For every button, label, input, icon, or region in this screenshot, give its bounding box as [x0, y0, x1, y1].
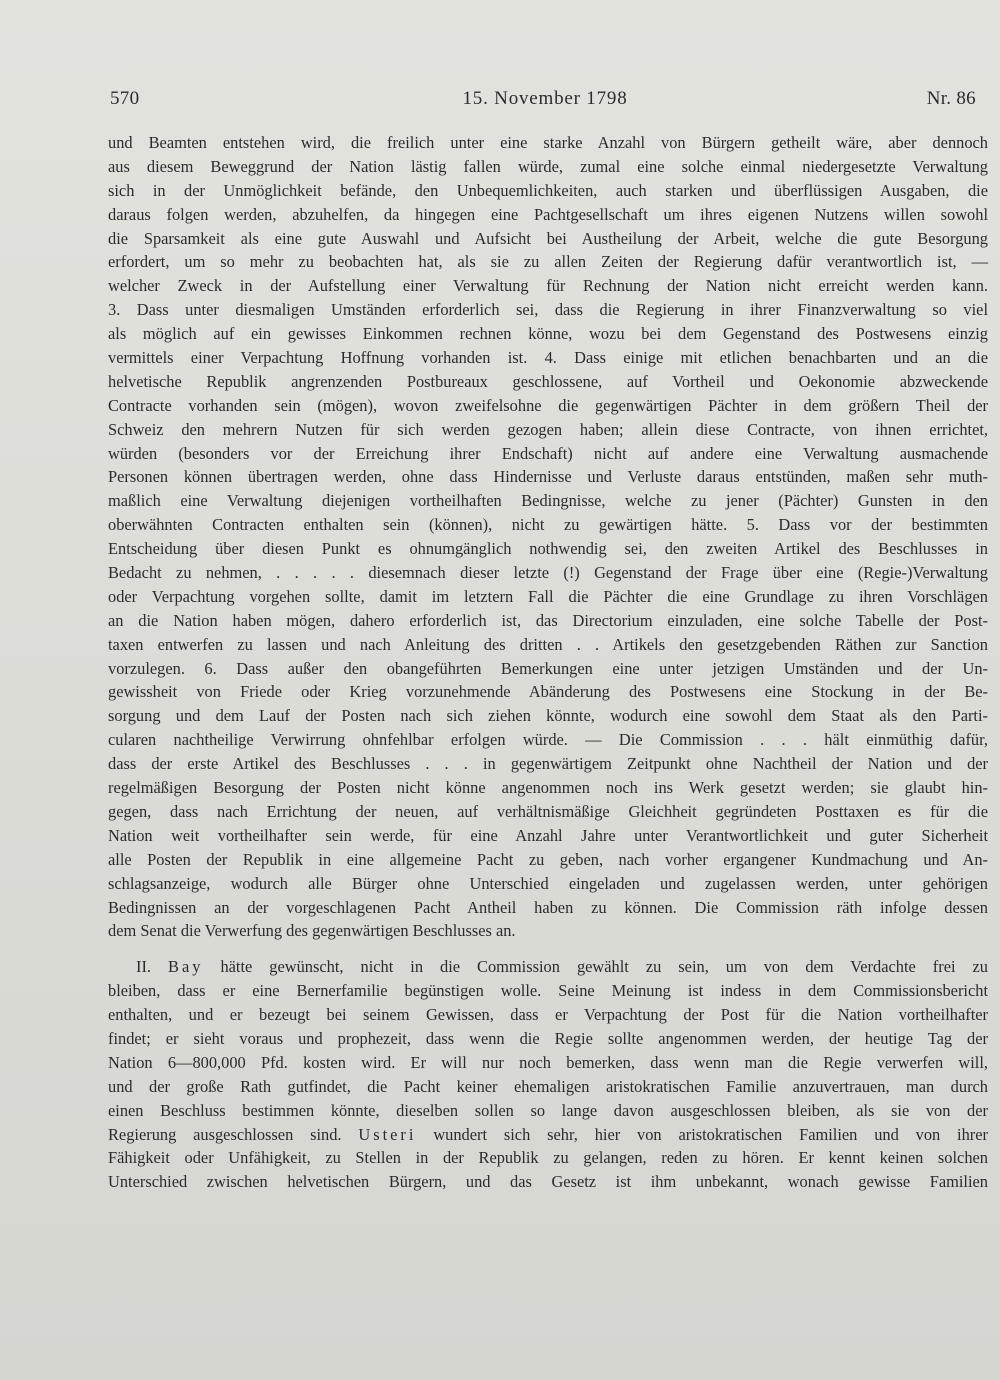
text-line: gegen, dass nach Errichtung der neuen, auf verhältnismäßige Gleichheit gegründeten Posttaxen es für die	[108, 801, 988, 821]
document-number: Nr. 86	[926, 88, 976, 109]
text-line: vorzulegen. 6. Dass außer den obangeführten Bemerkungen eine unter jetzigen Umständen und der Un-	[108, 658, 988, 678]
speaker-name-usteri: Usteri	[358, 1124, 417, 1144]
text-line: helvetische Republik angrenzenden Postbureaux geschlossene, auf Vortheil und Oekonomie abzweckende	[108, 371, 988, 391]
text-line: Bedacht zu nehmen, . . . . . diesemnach dieser letzte (!) Gegenstand der Frage über eine (Regie-)Verwaltung	[108, 563, 988, 583]
text-line: regelmäßigen Besorgung der Posten nicht könne angenommen noch ins Werk gesetzt werden; sie glaubt hin-	[108, 778, 988, 798]
text-line: schlagsanzeige, wodurch alle Bürger ohne Unterschied eingeladen und zugelassen werden, unter gehörigen	[108, 873, 988, 893]
line-text: hätte gewünscht, nicht in die Commission gewählt zu sein, um von dem Verdachte frei zu	[220, 957, 988, 977]
text-line: oder Verpachtung vorgehen sollte, damit im letztern Fall die Pächter die eine Grundlage zu ihren Vorschlägen	[108, 586, 988, 606]
paragraph-commission-report	[108, 131, 988, 943]
header-date: 15. November 1798	[462, 88, 628, 109]
text-line: und der große Rath gutfindet, die Pacht keiner ehemaligen aristokratischen Familie anzuvertrauen, man durch	[108, 1076, 988, 1096]
text-line: sich in der Unmöglichkeit befände, den Unbequemlichkeiten, auch starken und überflüssigen Ausgaben, die	[108, 180, 988, 200]
text-line: als möglich auf ein gewisses Einkommen rechnen könne, wozu bei dem Gegenstand des Postwesens einzig	[108, 324, 988, 344]
text-line: taxen entwerfen zu lassen und nach Anleitung des dritten . . Artikels den gesetzgebenden Räthen zur Sanction	[108, 634, 988, 654]
text-line: dem Senat die Verwerfung des gegenwärtigen Beschlusses an.	[108, 921, 516, 941]
text-line: Unterschied zwischen helvetischen Bürgern, und das Gesetz ist ihm unbekannt, wonach gewisse Familien	[108, 1172, 988, 1192]
body-text	[108, 131, 988, 1194]
text-line: welcher Zweck in der Aufstellung einer Verwaltung für Rechnung der Nation nicht erreicht werden kann.	[108, 276, 988, 296]
text-line: dass der erste Artikel des Beschlusses . . . in gegenwärtigem Zeitpunkt ohne Nachtheil der Nation und der	[108, 754, 988, 774]
text-line: Contracte vorhanden sein (mögen), wovon zweifelsohne die gegenwärtigen Pächter in dem größern Theil der	[108, 395, 988, 415]
text-line: 3. Dass unter diesmaligen Umständen erforderlich sei, dass die Regierung in ihrer Finanzverwaltung so viel	[108, 300, 988, 320]
text-line: Nation weit vortheilhafter sein werde, für eine Anzahl Jahre unter Verantwortlichkeit und guter Sicherheit	[108, 825, 988, 845]
text-line: cularen nachtheilige Verwirrung ohnfehlbar erfolgen würde. — Die Commission . . . hält einmüthig dafür,	[108, 730, 988, 750]
text-line: und Beamten entstehen wird, die freilich unter eine starke Anzahl von Bürgern getheilt wäre, aber dennoch	[108, 133, 988, 152]
text-line: alle Posten der Republik in eine allgemeine Pacht zu geben, nach vorher ergangener Kundmachung und An-	[108, 849, 988, 869]
text-line: sorgung und dem Lauf der Posten nach sich ziehen könnte, wodurch eine sowohl dem Staat als den Parti-	[108, 706, 988, 726]
paragraph-debate	[108, 955, 988, 1194]
text-line: vermittels einer Verpachtung Hoffnung vorhanden ist. 4. Dass einige mit etlichen benachbarten und an die	[108, 348, 988, 368]
page-number: 570	[110, 88, 140, 109]
text-line: bleiben, dass er eine Bernerfamilie begünstigen wolle. Seine Meinung ist indess in dem Commissionsbericht	[108, 981, 988, 1001]
text-line: Nation 6—800,000 Pfd. kosten wird. Er will nur noch bemerken, dass wenn man die Regie verwerfen will,	[108, 1052, 988, 1072]
text-line: enthalten, und er bezeugt bei seinem Gewissen, dass er Verpachtung der Post für die Nation vortheilhafter	[108, 1005, 988, 1025]
text-line: oberwähnten Contracten enthalten sein (können), nicht zu gewärtigen hätte. 5. Dass vor der bestimmten	[108, 515, 988, 535]
text-line: findet; er sieht voraus und prophezeit, dass wenn die Regie sollte angenommen werden, der heutige Tag der	[108, 1028, 988, 1048]
text-line: Schweiz den mehrern Nutzen für sich werden gezogen haben; allein diese Contracte, von ihnen errichtet,	[108, 419, 988, 439]
running-header	[110, 88, 980, 118]
text-line	[108, 1123, 988, 1147]
text-line: Bedingnissen an der vorgeschlagenen Pacht Antheil haben zu können. Die Commission räth infolge dessen	[108, 897, 988, 917]
text-line: maßlich eine Verwaltung diejenigen vortheilhaften Bedingnisse, welche zu jener (Pächter) Gunsten in den	[108, 491, 988, 511]
text-line: die Sparsamkeit als eine gute Auswahl und Aufsicht bei Austheilung der Arbeit, welche die gute Besorgung	[108, 228, 988, 248]
text-line: an die Nation haben mögen, dahero erforderlich ist, das Directorium einzuladen, eine solche Tabelle der Post-	[108, 610, 988, 630]
text-line	[108, 955, 988, 979]
text-line: Fähigkeit oder Unfähigkeit, zu Stellen in der Republik zu gelangen, reden zu hören. Er kennt keinen solchen	[108, 1148, 988, 1168]
section-numeral: II.	[136, 957, 152, 977]
text-line: daraus folgen werden, abzuhelfen, da hingegen eine Pachtgesellschaft um ihres eigenen Nutzens willen sowohl	[108, 204, 988, 224]
text-line: erfordert, um so mehr zu beobachten hat, als sie zu allen Zeiten der Regierung dafür verantwortlich ist, —	[108, 252, 988, 272]
line-text: wundert sich sehr, hier von aristokratischen Familien und von ihrer	[433, 1124, 988, 1144]
speaker-name-bay: Bay	[168, 957, 204, 977]
text-line: gewissheit von Friede oder Krieg vorzunehmende Abänderung des Postwesens eine Stockung in der Be-	[108, 682, 988, 702]
text-line: aus diesem Beweggrund der Nation lästig fallen würde, zumal eine solche einmal niedergesetzte Verwaltung	[108, 156, 988, 176]
line-text: Regierung ausgeschlossen sind.	[108, 1124, 342, 1144]
text-line: Personen können übertragen werden, ohne dass Hindernisse und Verluste daraus entstünden, maßen sehr muth-	[108, 467, 988, 487]
text-line: würden (besonders vor der Erreichung ihrer Endschaft) nicht auf andere eine Verwaltung ausmachende	[108, 443, 988, 463]
text-line: Entscheidung über diesen Punkt es ohnumgänglich nothwendig sei, den zweiten Artikel des Beschlusses in	[108, 539, 988, 559]
text-line: einen Beschluss bestimmen könnte, dieselben sollen so lange davon ausgeschlossen bleiben, als sie von der	[108, 1100, 988, 1120]
